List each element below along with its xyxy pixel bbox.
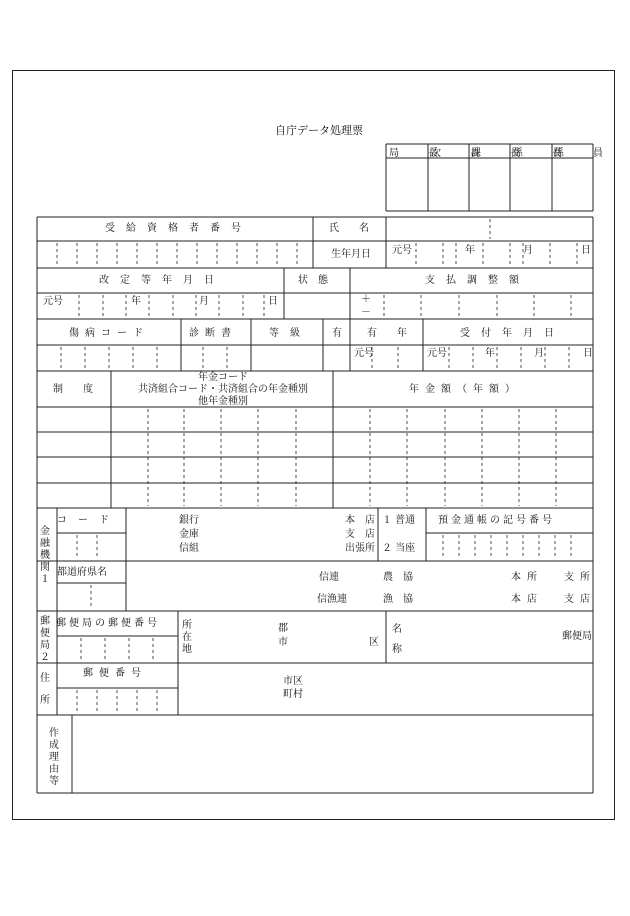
approval-kacho: 課 長 bbox=[471, 148, 523, 159]
bank-honten2: 本店 bbox=[511, 594, 543, 605]
post-ku: 区 bbox=[369, 637, 379, 648]
birth-era: 元号 bbox=[392, 245, 412, 256]
label-pension-amount: 年金額（年額） bbox=[409, 384, 521, 395]
label-received-date: 受付年月日 bbox=[460, 328, 565, 339]
form-grid bbox=[13, 71, 616, 821]
bank-type-koko: 金庫 bbox=[179, 529, 199, 540]
account-toza: ２ 当座 bbox=[382, 543, 416, 554]
label-post-office-postcode: 郵便局の郵便番号 bbox=[56, 618, 160, 629]
birth-year: 年 bbox=[465, 245, 475, 256]
label-pension-code: 年金コード bbox=[198, 372, 248, 383]
bank-side-label: 金融機関１ bbox=[40, 526, 50, 585]
post-gun: 郡 bbox=[278, 623, 288, 634]
label-mutual-aid-code: 共済組合コード・共済組合の年金種別 bbox=[138, 384, 308, 395]
revision-day: 日 bbox=[268, 296, 278, 307]
branch-honten: 本 店 bbox=[345, 515, 375, 526]
label-injury-code: 傷病コード bbox=[69, 328, 149, 339]
adjust-plus: ＋ bbox=[361, 294, 371, 305]
received-month: 月 bbox=[534, 348, 544, 359]
label-system: 制 度 bbox=[53, 384, 93, 395]
revision-era: 元号 bbox=[43, 296, 63, 307]
received-era: 元号 bbox=[427, 348, 447, 359]
label-revision-date: 改定等年月日 bbox=[99, 275, 225, 286]
bank-shinren: 信連 bbox=[319, 572, 339, 583]
post-shi: 市 bbox=[278, 637, 288, 648]
label-address-postcode: 郵便番号 bbox=[83, 668, 147, 679]
received-day: 日 bbox=[583, 348, 593, 359]
address-side-label: 住所 bbox=[40, 673, 50, 706]
received-year: 年 bbox=[485, 348, 495, 359]
bank-type-shinkumi: 信組 bbox=[179, 543, 199, 554]
address-chouson: 町村 bbox=[283, 689, 303, 700]
label-valid-year: 有 年 bbox=[367, 328, 407, 339]
bank-nokyo: 農 協 bbox=[383, 572, 413, 583]
label-name: 氏 名 bbox=[329, 223, 369, 234]
approval-kakariin: 係 員 bbox=[554, 148, 606, 159]
adjust-minus: － bbox=[361, 307, 371, 318]
bank-type-bank: 銀行 bbox=[179, 515, 199, 526]
post-office-suffix: 郵便局 bbox=[562, 631, 592, 642]
address-shiku: 市区 bbox=[283, 676, 303, 687]
label-location: 所在地 bbox=[182, 620, 192, 655]
valid-era: 元号 bbox=[354, 348, 374, 359]
label-certificate: 診断書 bbox=[189, 328, 237, 339]
birth-day: 日 bbox=[581, 245, 591, 256]
label-recipient-number: 受給資格者番号 bbox=[105, 223, 252, 234]
label-payment-adjust: 支払調整額 bbox=[425, 275, 530, 286]
bank-shiten2: 支店 bbox=[564, 594, 596, 605]
form-title: 自庁データ処理票 bbox=[275, 124, 363, 137]
approval-kakaricho: 係 長 bbox=[513, 148, 565, 159]
label-other-pension-type: 他年金種別 bbox=[198, 396, 248, 407]
bank-shisho: 支所 bbox=[564, 572, 596, 583]
reason-side-label: 作成理由等 bbox=[49, 728, 59, 787]
bank-gyokyo: 漁 協 bbox=[383, 594, 413, 605]
branch-shucho: 出張所 bbox=[345, 543, 375, 554]
bank-code-label: コード bbox=[57, 515, 120, 526]
label-birthdate: 生年月日 bbox=[331, 249, 371, 260]
post-side-label: 郵便局２ bbox=[40, 616, 50, 663]
label-post-name: 名称 bbox=[392, 624, 402, 655]
bank-shingyoren: 信漁連 bbox=[317, 594, 347, 605]
birth-month: 月 bbox=[523, 245, 533, 256]
label-prefecture: 都道府県名 bbox=[57, 567, 107, 578]
revision-month: 月 bbox=[199, 296, 209, 307]
label-valid: 有 bbox=[332, 328, 342, 339]
label-passbook-number: 預金通帳の記号番号 bbox=[438, 515, 555, 526]
approval-jicho: 次 長 bbox=[431, 148, 483, 159]
approval-kyokucho: 局 長 bbox=[389, 148, 441, 159]
label-status: 状 態 bbox=[298, 275, 328, 286]
form-sheet bbox=[12, 70, 615, 820]
label-grade: 等級 bbox=[269, 328, 311, 339]
branch-shiten: 支 店 bbox=[345, 529, 375, 540]
bank-honsho: 本所 bbox=[511, 572, 543, 583]
account-futsu: １ 普通 bbox=[382, 515, 416, 526]
revision-year: 年 bbox=[131, 296, 141, 307]
